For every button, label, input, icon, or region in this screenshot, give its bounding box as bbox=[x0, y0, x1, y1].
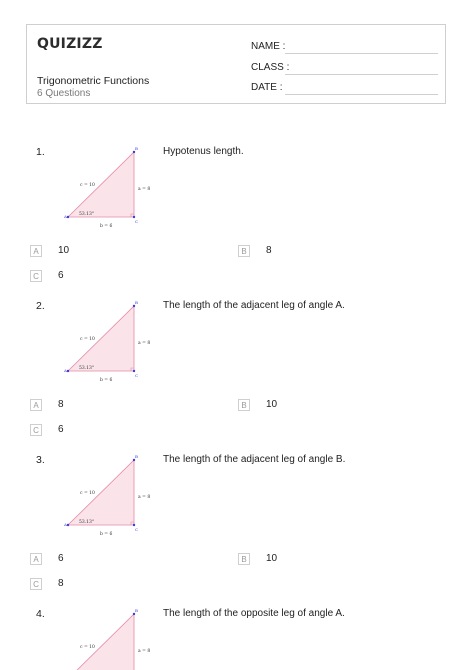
vertex-b-label: B bbox=[135, 608, 138, 613]
vertex-a-label: A bbox=[64, 368, 67, 373]
triangle-shape bbox=[68, 152, 134, 217]
question-text: The length of the adjacent leg of angle B. bbox=[163, 454, 346, 465]
hypotenuse-label: c = 10 bbox=[80, 337, 95, 342]
option-letter[interactable]: B bbox=[238, 553, 250, 565]
triangle-diagram bbox=[60, 144, 156, 234]
angle-label: 53.13° bbox=[79, 366, 95, 371]
option-letter[interactable]: C bbox=[30, 270, 42, 282]
vertex-c-label: C bbox=[135, 527, 139, 532]
vertex-a bbox=[67, 524, 69, 526]
option-text[interactable]: 10 bbox=[266, 399, 278, 410]
question-count: 6 Questions bbox=[37, 88, 91, 99]
option-letter[interactable]: A bbox=[30, 553, 42, 565]
question-number: 1. bbox=[36, 146, 45, 158]
hypotenuse-label: c = 10 bbox=[80, 491, 95, 496]
vertex-a bbox=[67, 370, 69, 372]
worksheet-title: Trigonometric Functions bbox=[37, 75, 150, 87]
option-letter[interactable]: B bbox=[238, 245, 250, 257]
class-label: CLASS : bbox=[251, 62, 290, 73]
vertex-c bbox=[133, 370, 135, 372]
option-text[interactable]: 6 bbox=[58, 270, 64, 281]
side-b-label: b = 6 bbox=[100, 532, 113, 537]
option-letter[interactable]: C bbox=[30, 424, 42, 436]
date-field[interactable] bbox=[285, 94, 438, 95]
vertex-b-label: B bbox=[135, 454, 138, 459]
angle-label: 53.13° bbox=[79, 520, 95, 525]
vertex-b bbox=[133, 305, 135, 307]
hypotenuse-label: c = 10 bbox=[80, 183, 95, 188]
vertex-c-label: C bbox=[135, 373, 139, 378]
question-text: The length of the adjacent leg of angle A. bbox=[163, 300, 345, 311]
option-letter[interactable]: C bbox=[30, 578, 42, 590]
vertex-b bbox=[133, 459, 135, 461]
side-a-label: a = 8 bbox=[138, 495, 151, 500]
side-a-label: a = 8 bbox=[138, 187, 151, 192]
quizizz-logo: QUIZIZZ bbox=[37, 36, 103, 52]
option-text[interactable]: 6 bbox=[58, 553, 64, 564]
vertex-b bbox=[133, 613, 135, 615]
option-text[interactable]: 8 bbox=[266, 245, 272, 256]
question-number: 2. bbox=[36, 300, 45, 312]
side-b-label: b = 6 bbox=[100, 378, 113, 383]
vertex-a bbox=[67, 216, 69, 218]
angle-label: 53.13° bbox=[79, 212, 95, 217]
hypotenuse-label: c = 10 bbox=[80, 645, 95, 650]
triangle-shape bbox=[68, 460, 134, 525]
name-field[interactable] bbox=[285, 53, 438, 54]
triangle-diagram bbox=[60, 452, 156, 542]
vertex-b-label: B bbox=[135, 300, 138, 305]
option-text[interactable]: 10 bbox=[58, 245, 70, 256]
worksheet-header bbox=[26, 24, 446, 104]
vertex-c bbox=[133, 524, 135, 526]
question-number: 3. bbox=[36, 454, 45, 466]
question-text: The length of the opposite leg of angle A. bbox=[163, 608, 345, 619]
name-label: NAME : bbox=[251, 41, 286, 52]
option-letter[interactable]: A bbox=[30, 399, 42, 411]
date-label: DATE : bbox=[251, 82, 283, 93]
vertex-a-label: A bbox=[64, 214, 67, 219]
vertex-c-label: C bbox=[135, 219, 139, 224]
option-letter[interactable]: A bbox=[30, 245, 42, 257]
side-a-label: a = 8 bbox=[138, 649, 151, 654]
option-text[interactable]: 8 bbox=[58, 399, 64, 410]
vertex-a-label: A bbox=[64, 522, 67, 527]
triangle-diagram bbox=[60, 606, 156, 670]
triangle-shape bbox=[68, 614, 134, 670]
option-text[interactable]: 6 bbox=[58, 424, 64, 435]
option-text[interactable]: 8 bbox=[58, 578, 64, 589]
class-field[interactable] bbox=[285, 74, 438, 75]
side-a-label: a = 8 bbox=[138, 341, 151, 346]
vertex-c bbox=[133, 216, 135, 218]
triangle-shape bbox=[68, 306, 134, 371]
vertex-b bbox=[133, 151, 135, 153]
side-b-label: b = 6 bbox=[100, 224, 113, 229]
option-letter[interactable]: B bbox=[238, 399, 250, 411]
question-text: Hypotenus length. bbox=[163, 146, 244, 157]
question-number: 4. bbox=[36, 608, 45, 620]
vertex-b-label: B bbox=[135, 146, 138, 151]
option-text[interactable]: 10 bbox=[266, 553, 278, 564]
triangle-diagram bbox=[60, 298, 156, 388]
